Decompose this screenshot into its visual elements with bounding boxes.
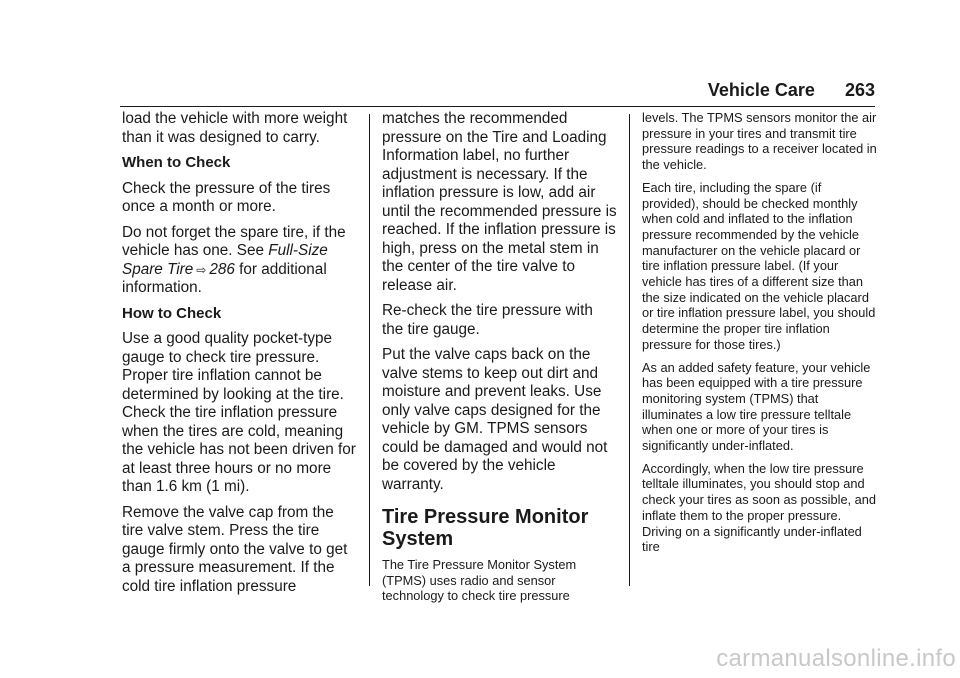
paragraph: As an added safety feature, your vehicle has been equipped with a tire pressure monitoring system (TPMS) that illuminates a low tire pressure telltale when one or more of your tires is significantly under-inflated. xyxy=(642,359,871,454)
column-divider-1 xyxy=(369,114,370,586)
paragraph: Each tire, including the spare (if provided), should be checked monthly when cold and inflated to the inflation pressure recommended by the vehicle manufacturer on the vehicle placard or tire inflation pressure label. (If your vehicle has tires of a different size than the size indicated on the vehicle placard or tire inflation pressure label, you should determine the proper tire inflation pressure for those tires.) xyxy=(642,179,876,352)
subheading-how-to-check: How to Check xyxy=(122,304,222,322)
paragraph: Re-check the tire pressure with the tire gauge. xyxy=(382,302,593,338)
text-column-2 xyxy=(382,110,618,611)
text-column-3 xyxy=(642,110,878,562)
paragraph: Accordingly, when the low tire pressure telltale illuminates, you should stop and check your tires as soon as possible, and inflate them to the proper pressure. Driving on a significantly under-inflated tire xyxy=(642,460,877,555)
paragraph: load the vehicle with more weight than it was designed to carry. xyxy=(122,110,348,146)
page-number: 263 xyxy=(844,80,875,100)
paragraph: levels. The TPMS sensors monitor the air pressure in your tires and transmit tire pressure readings to a receiver located in the vehicle. xyxy=(642,110,877,173)
page-reference-arrow-icon: ⇨ xyxy=(196,262,207,277)
watermark: carmanualsonline.info xyxy=(716,645,956,672)
text-column-1 xyxy=(122,110,358,603)
section-heading-tpms: Tire Pressure Monitor System xyxy=(382,506,589,550)
section-title: Vehicle Care xyxy=(707,80,815,100)
paragraph: matches the recommended pressure on the Tire and Loading Information label, no further adjustment is necessary. If the inflation pressure is low, add air until the recommended pressure is reached. If the inflation pressure is high, press on the metal stem in the center of the tire valve to release air. xyxy=(382,110,617,294)
cross-reference-page[interactable]: 286 xyxy=(209,260,235,278)
paragraph-text: Do not forget the spare tire, if the vehicle has one. See xyxy=(122,223,346,259)
header-divider xyxy=(120,106,875,107)
column-divider-2 xyxy=(629,114,630,586)
subheading-when-to-check: When to Check xyxy=(122,154,231,171)
cross-reference-link[interactable]: Full-Size Spare Tire xyxy=(122,242,328,278)
paragraph-text: for additional information. xyxy=(122,260,327,296)
paragraph-spare-tire xyxy=(122,224,358,298)
paragraph: Remove the valve cap from the tire valve stem. Press the tire gauge firmly onto the valve to get a pressure measurement. If the cold tire inflation pressure xyxy=(122,503,348,595)
page-header xyxy=(707,80,875,108)
paragraph: The Tire Pressure Monitor System (TPMS) uses radio and sensor technology to check tire pressure xyxy=(382,557,577,604)
paragraph: Check the pressure of the tires once a month or more. xyxy=(122,179,331,215)
paragraph: Put the valve caps back on the valve stems to keep out dirt and moisture and prevent leaks. Use only valve caps designed for the vehicle by GM. TPMS sensors could be damaged and would not be covered by the vehicle warranty. xyxy=(382,346,608,493)
paragraph: Use a good quality pocket-type gauge to check tire pressure. Proper tire inflation cannot be determined by looking at the tire. Check the tire inflation pressure when the tires are cold, meaning the vehicle has not been driven for at least three hours or no more than 1.6 km (1 mi). xyxy=(122,330,356,495)
